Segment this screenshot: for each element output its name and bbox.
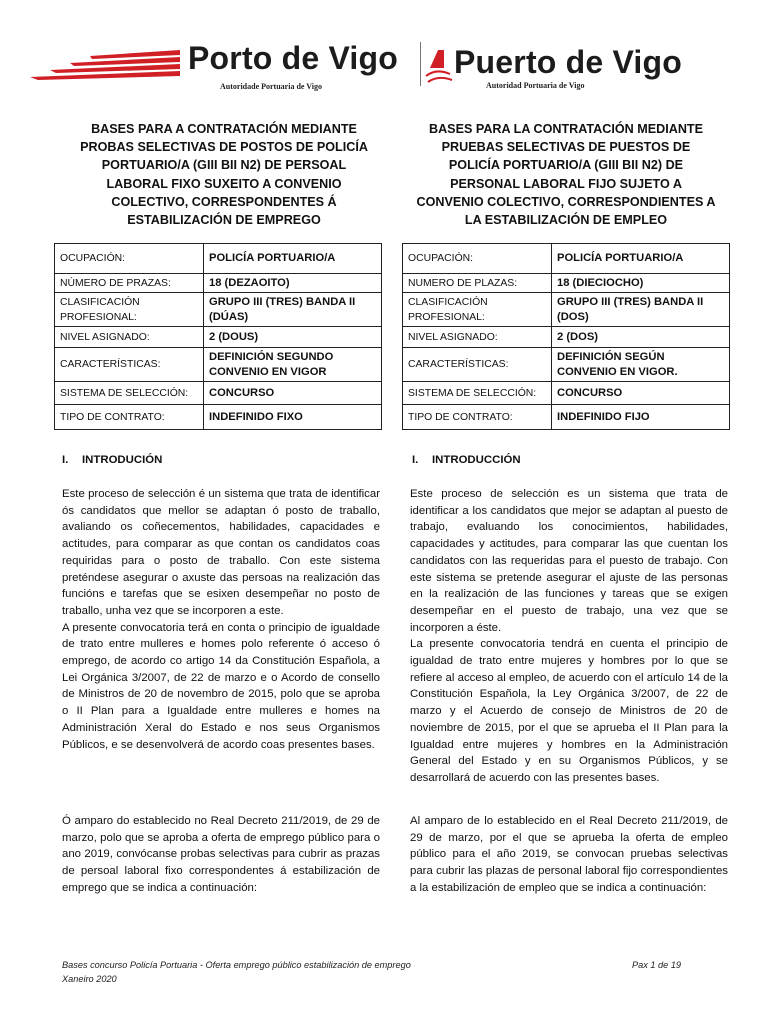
footer-caption: Bases concurso Policía Portuaria - Oferta emprego público estabilización de emprego xyxy=(62,960,411,970)
table-value: INDEFINIDO FIXO xyxy=(204,405,382,430)
table-value: GRUPO III (TRES) BANDA II (DÚAS) xyxy=(204,293,382,327)
table-row xyxy=(55,348,382,382)
logo-brand-spanish: Puerto de Vigo xyxy=(454,44,683,80)
section-number: I. xyxy=(62,454,69,466)
table-row xyxy=(403,244,730,274)
table-value: DEFINICIÓN SEGÚN CONVENIO EN VIGOR. xyxy=(552,348,730,382)
logo-subtitle-galician: Autoridade Portuaria de Vigo xyxy=(220,82,322,91)
table-value: CONCURSO xyxy=(552,382,730,405)
paragraph: A presente convocatoria terá en conta o principio de igualdade de trato entre mulleres e homes polo referente ó acceso ó emprego, de acordo co artigo 14 da Constitución Española, a Lei Orgánica 3/2007, de 22 de marzo e o Acordo de consello de Ministros de 20 de novembro de 2015, polo que se aproba o II Plan para a Igualdade entre mulleres e homes na Administración Xeral do Estado e nos seus Organismos Públicos, e se desenvolverá de acordo coas presentes bases. xyxy=(62,621,380,751)
table-label: TIPO DE CONTRATO: xyxy=(403,405,552,430)
title-galician: BASES PARA A CONTRATACIÓN MEDIANTE PROBAS SELECTIVAS DE POSTOS DE POLICÍA PORTUARIO/A (GIII BII N2) DE PERSOAL LABORAL FIXO SUXEITO A CONVENIO COLECTIVO, CORRESPONDENTES Á ESTABILIZACIÓN DE EMPREGO xyxy=(80,122,368,228)
section-heading-spanish xyxy=(412,454,521,466)
table-row xyxy=(55,382,382,405)
section-heading-galician xyxy=(62,454,162,466)
page-number: Pax 1 de 19 xyxy=(632,960,682,970)
table-label: CARACTERÍSTICAS: xyxy=(55,348,204,382)
table-value: 2 (DOUS) xyxy=(204,327,382,348)
paragraph: Este proceso de selección es un sistema que trata de identificar a los candidatos que mejor se adaptan al puesto de trabajo, evaluando los conocimientos, habilidades, capacidades y actitudes, para comparar las que cuentan los candidatos con las requeridas para el puesto de trabajo. Con este sistema se pretende asegurar el ajuste de las personas en la realización de las funciones y tareas que se exigen desempeñar en el puesto de trabajo, una vez que se incorporen a éste. xyxy=(410,488,728,634)
table-row xyxy=(55,274,382,293)
intro-text-spanish xyxy=(410,486,728,787)
table-row xyxy=(403,348,730,382)
table-label: CARACTERÍSTICAS: xyxy=(403,348,552,382)
table-value: INDEFINIDO FIJO xyxy=(552,405,730,430)
table-label: SISTEMA DE SELECCIÓN: xyxy=(55,382,204,405)
intro-text-galician xyxy=(62,486,380,753)
table-label: TIPO DE CONTRATO: xyxy=(55,405,204,430)
table-value: CONCURSO xyxy=(204,382,382,405)
table-label: NIVEL ASIGNADO: xyxy=(403,327,552,348)
decree-text-galician xyxy=(62,813,380,897)
paragraph: Al amparo de lo establecido en el Real Decreto 211/2019, de 29 de marzo, por el que se aprueba la oferta de empleo público para el año 2019, se convocan pruebas selectivas para cubrir las plazas de personal laboral fijo correspondientes a la estabilización de empleo que se indica a continuación: xyxy=(410,815,728,894)
table-value: DEFINICIÓN SEGUNDO CONVENIO EN VIGOR xyxy=(204,348,382,382)
title-spanish: BASES PARA LA CONTRATACIÓN MEDIANTE PRUEBAS SELECTIVAS DE PUESTOS DE POLICÍA PORTUARIO/A (GIII BII N2) DE PERSONAL LABORAL FIJO SUJETO A CONVENIO COLECTIVO, CORRESPONDIENTES A LA ESTABILIZACIÓN DE EMPLEO xyxy=(416,122,716,228)
table-row xyxy=(55,244,382,274)
logo-subtitle-spanish: Autoridad Portuaria de Vigo xyxy=(486,81,585,90)
paragraph: Este proceso de selección é un sistema que trata de identificar ós candidatos que mellor se adaptan ó posto de traballo, avaliando os coñecementos, habilidades, capacidades e actitudes, para comparar as que contan os candidatos coas requiridas para o posto de traballo. Con este sistema preténdese asegurar o axuste das persoas na realización das funcións e tarefas que se esixen desempeñar no posto de traballo, unha vez que se incorporen a este. xyxy=(62,488,380,617)
table-value: 18 (DEZAOITO) xyxy=(204,274,382,293)
table-label: OCUPACIÓN: xyxy=(403,244,552,274)
table-row xyxy=(403,293,730,327)
table-value: GRUPO III (TRES) BANDA II (DOS) xyxy=(552,293,730,327)
footer-date: Xaneiro 2020 xyxy=(62,974,117,984)
section-number: I. xyxy=(412,454,419,466)
logo-brand-galician: Porto de Vigo xyxy=(188,40,399,76)
table-row xyxy=(403,327,730,348)
table-label: NUMERO DE PLAZAS: xyxy=(403,274,552,293)
table-row xyxy=(403,405,730,430)
table-value: 2 (DOS) xyxy=(552,327,730,348)
logo-divider xyxy=(420,42,421,86)
table-label: CLASIFICACIÓN PROFESIONAL: xyxy=(55,293,204,327)
table-label: CLASIFICACIÓN PROFESIONAL: xyxy=(403,293,552,327)
info-table-galician xyxy=(54,243,382,430)
decree-text-spanish xyxy=(410,813,728,897)
table-row xyxy=(55,327,382,348)
section-title: INTRODUCIÓN xyxy=(82,454,163,466)
table-row xyxy=(55,293,382,327)
table-value: POLICÍA PORTUARIO/A xyxy=(552,244,730,274)
table-row xyxy=(403,382,730,405)
table-value: POLICÍA PORTUARIO/A xyxy=(204,244,382,274)
table-value: 18 (DIECIOCHO) xyxy=(552,274,730,293)
table-row xyxy=(55,405,382,430)
page-footer xyxy=(62,958,482,986)
ship-mark-icon xyxy=(424,46,454,86)
section-title: INTRODUCCIÓN xyxy=(432,454,521,466)
table-label: OCUPACIÓN: xyxy=(55,244,204,274)
table-label: NIVEL ASIGNADO: xyxy=(55,327,204,348)
porto-de-vigo-logo xyxy=(30,38,399,98)
puerto-de-vigo-logo xyxy=(424,38,744,98)
info-table-spanish xyxy=(402,243,730,430)
paragraph: Ó amparo do establecido no Real Decreto 211/2019, de 29 de marzo, polo que se aproba a oferta de emprego público para o ano 2019, convócanse probas selectivas para cubrir as prazas de persoal laboral fixo correspondentes á estabilización de emprego que se indica a continuación: xyxy=(62,815,380,894)
stripes-icon xyxy=(30,48,180,88)
table-label: NÚMERO DE PRAZAS: xyxy=(55,274,204,293)
table-label: SISTEMA DE SELECCIÓN: xyxy=(403,382,552,405)
table-row xyxy=(403,274,730,293)
paragraph: La presente convocatoria tendrá en cuenta el principio de igualdad de trato entre mujeres y hombres por lo que se refiere al acceso al empleo, de acuerdo con el artículo 14 de la Constitución Española, la Ley Orgánica 3/2007, de 22 de marzo y el Acuerdo de consejo de Ministros de 20 de noviembre de 2015, por el que se aprueba el II Plan para la Igualdad entre mujeres y hombres en la Administración General del Estado y en su Organismos Públicos, y se desarrollará de acuerdo con las presentes bases. xyxy=(410,638,728,784)
